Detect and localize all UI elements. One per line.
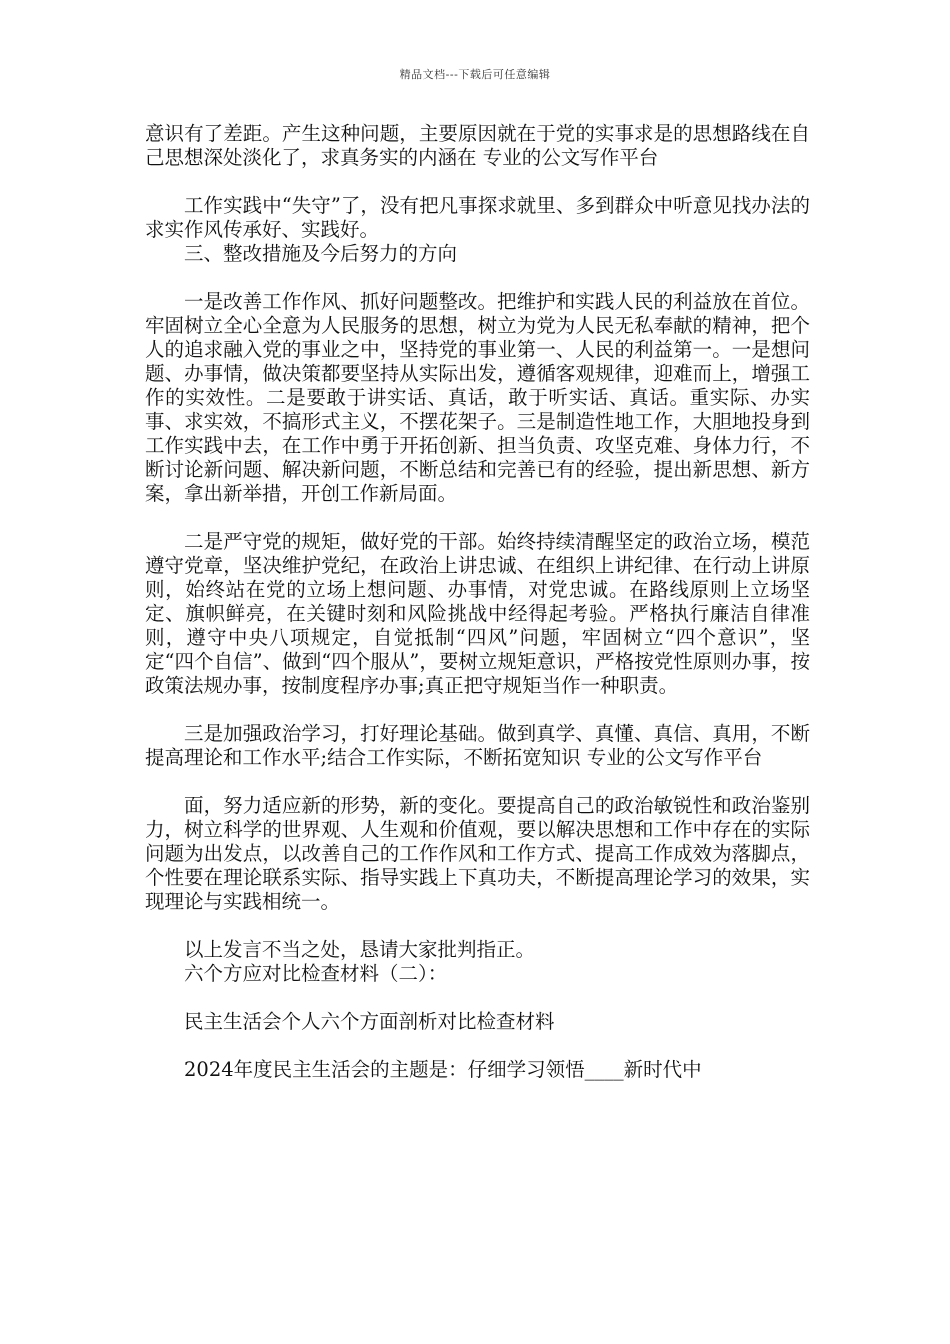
paragraph-gap (145, 986, 810, 1010)
paragraph-6: 面，努力适应新的形势，新的变化。要提高自己的政治敏锐性和政治鉴别力，树立科学的世界观、人生观和价值观，要以解决思想和工作中存在的实际问题为出发点，以改善自己的工作作风和工作方式、提高工作成效为落脚点，个性要在理论联系实际、指导实践上下真功夫，不断提高理论学习的效果，实现理论与实践相统一。 (145, 794, 810, 913)
paragraph-gap (145, 266, 810, 290)
paragraph-gap (145, 770, 810, 794)
paragraph-7: 2024年度民主生活会的主题是：仔细学习领悟____新时代中 (184, 1058, 702, 1081)
subtitle-line: 六个方应对比检查材料（二）： (184, 962, 448, 985)
paragraph-5: 三是加强政治学习，打好理论基础。做到真学、真懂、真信、真用，不断提高理论和工作水平;结合工作实际，不断拓宽知识 专业的公文写作平台 (145, 722, 810, 769)
paragraph-gap (145, 506, 810, 530)
paragraph-2: 工作实践中“失守”了，没有把凡事探求就里、多到群众中听意见找办法的求实作风传承好、实践好。 (145, 194, 810, 241)
paragraph-gap (145, 1034, 810, 1058)
paragraph-3: 一是改善工作作风、抓好问题整改。把维护和实践人民的利益放在首位。牢固树立全心全意为人民服务的思想，树立为党为人民无私奉献的精神，把个人的追求融入党的事业之中，坚持党的事业第一、人民的利益第一。一是想问题、办事情，做决策都要坚持从实际出发，遵循客观规律，迎难而上，增强工作的实效性。二是要敢于讲实话、真话，敢于听实话、真话。重实际、办实事、求实效，不搞形式主义，不摆花架子。三是制造性地工作，大胆地投身到工作实践中去，在工作中勇于开拓创新、担当负责、攻坚克难、身体力行，不断讨论新问题、解决新问题，不断总结和完善已有的经验，提出新思想、新方案，拿出新举措，开创工作新局面。 (145, 290, 810, 505)
paragraph-gap (145, 698, 810, 722)
document-title: 民主生活会个人六个方面剖析对比检查材料 (184, 1010, 555, 1033)
paragraph-1: 意识有了差距。产生这种问题，主要原因就在于党的实事求是的思想路线在自己思想深处淡化了，求真务实的内涵在 专业的公文写作平台 (145, 122, 810, 169)
paragraph-gap (145, 914, 810, 938)
paragraph-4: 二是严守党的规矩，做好党的干部。始终持续清醒坚定的政治立场，模范遵守党章，坚决维护党纪，在政治上讲忠诚、在组织上讲纪律、在行动上讲原则，始终站在党的立场上想问题、办事情，对党忠诚。在路线原则上立场坚定、旗帜鲜亮，在关键时刻和风险挑战中经得起考验。严格执行廉洁自律准则，遵守中央八项规定，自觉抵制“四风”问题，牢固树立“四个意识”，坚定“四个自信”、做到“四个服从”，要树立规矩意识，严格按党性原则办事，按政策法规办事，按制度程序办事;真正把守规矩当作一种职责。 (145, 530, 810, 697)
section-heading: 三、整改措施及今后努力的方向 (184, 242, 458, 265)
document-body (145, 122, 810, 1082)
page-header: 精品文档---下载后可任意编辑 (399, 68, 551, 81)
closing-line: 以上发言不当之处，恳请大家批判指正。 (184, 938, 536, 961)
paragraph-gap (145, 170, 810, 194)
